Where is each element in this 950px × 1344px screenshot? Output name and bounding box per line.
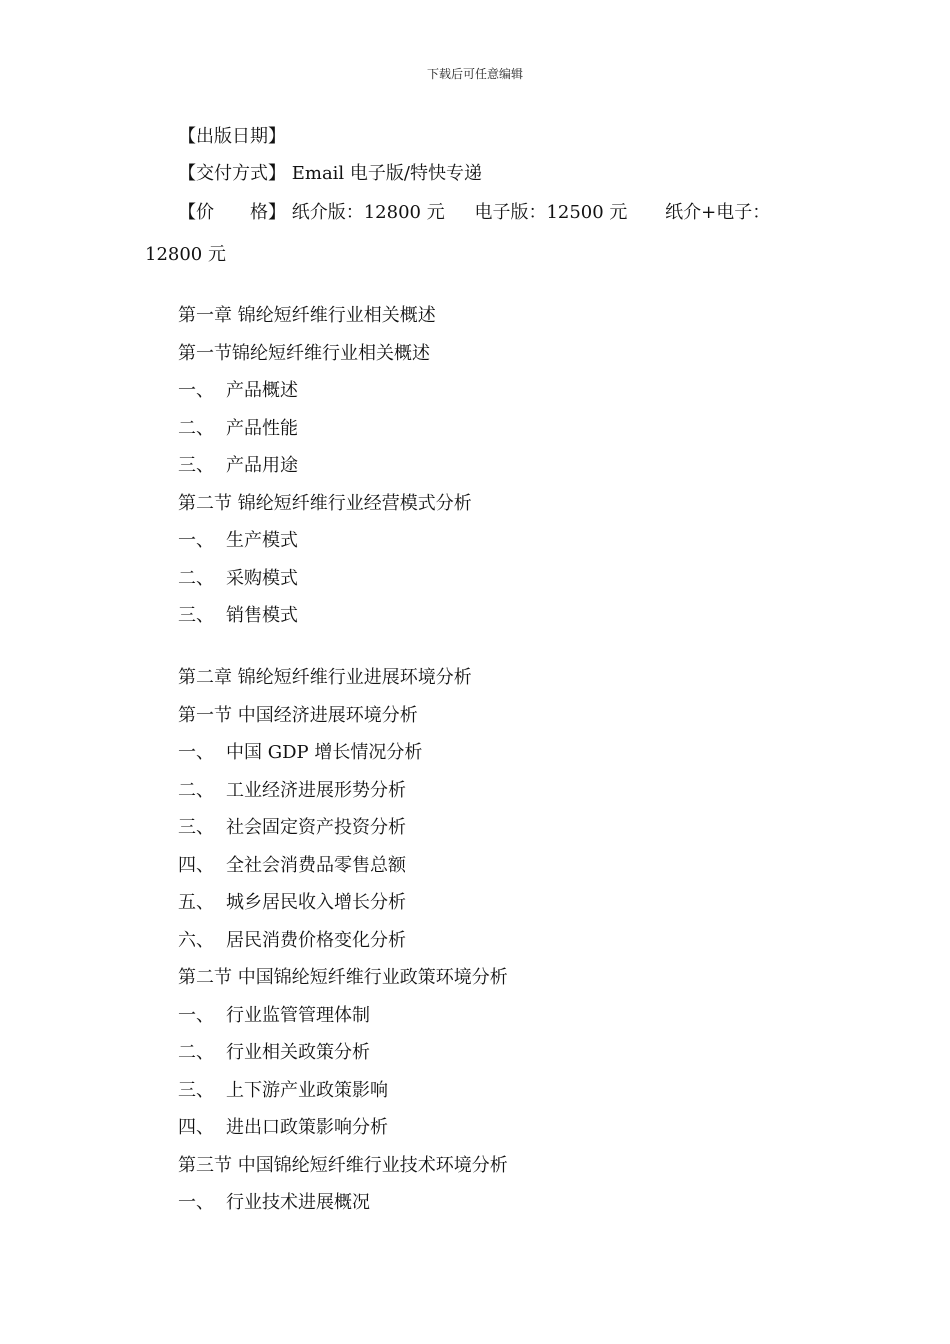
toc-item-number: 三、	[178, 817, 214, 838]
toc-item-text: 行业监管管理体制	[226, 1004, 370, 1026]
toc-line	[178, 1147, 508, 1185]
toc-heading: 第二章 锦纶短纤维行业进展环境分析	[178, 667, 472, 688]
toc-item-number: 五、	[178, 892, 214, 913]
toc-line	[178, 335, 472, 373]
toc-line	[178, 959, 508, 997]
toc-item-text: 居民消费价格变化分析	[226, 929, 406, 951]
toc-line	[178, 847, 508, 885]
toc-heading: 第三节 中国锦纶短纤维行业技术环境分析	[178, 1154, 508, 1176]
toc-item-text: 产品用途	[226, 455, 298, 476]
toc-line	[178, 597, 472, 635]
toc-line	[178, 772, 508, 810]
toc-line	[178, 560, 472, 598]
toc-item-number: 三、	[178, 1079, 214, 1101]
toc-item-text: 销售模式	[226, 605, 298, 626]
toc-line	[178, 485, 472, 523]
toc-chapter-2	[178, 659, 508, 1222]
toc-line	[178, 372, 472, 410]
toc-item-text: 进出口政策影响分析	[226, 1117, 388, 1138]
toc-heading: 第一节锦纶短纤维行业相关概述	[178, 342, 430, 364]
toc-heading: 第一节 中国经济进展环境分析	[178, 704, 418, 726]
toc-line	[178, 447, 472, 485]
toc-line	[178, 659, 508, 697]
toc-heading: 第二节 锦纶短纤维行业经营模式分析	[178, 492, 472, 514]
toc-item-number: 一、	[178, 742, 214, 763]
toc-item-number: 六、	[178, 929, 214, 951]
publication-meta	[145, 118, 825, 276]
toc-line	[178, 1184, 508, 1222]
toc-line	[178, 1034, 508, 1072]
toc-item-number: 二、	[178, 567, 214, 589]
toc-item-number: 二、	[178, 1042, 214, 1063]
price-paper: 纸介版：12800 元	[291, 202, 445, 223]
delivery-row	[145, 155, 825, 192]
toc-item-number: 三、	[178, 605, 214, 626]
toc-line	[178, 1072, 508, 1110]
toc-line	[178, 734, 508, 772]
toc-item-number: 四、	[178, 854, 214, 876]
toc-item-number: 二、	[178, 779, 214, 801]
toc-item-text: 生产模式	[226, 530, 298, 551]
toc-line	[178, 522, 472, 560]
toc-line	[178, 697, 508, 735]
toc-line	[178, 922, 508, 960]
toc-line	[178, 297, 472, 335]
toc-line	[178, 997, 508, 1035]
pub-date-label: 【出版日期】	[178, 126, 286, 147]
toc-item-text: 社会固定资产投资分析	[226, 817, 406, 838]
toc-item-text: 全社会消费品零售总额	[226, 854, 406, 876]
toc-line	[178, 1109, 508, 1147]
toc-item-number: 一、	[178, 1192, 214, 1213]
toc-heading: 第一章 锦纶短纤维行业相关概述	[178, 305, 436, 326]
page-header-note: 下载后可任意编辑	[426, 67, 523, 81]
toc-item-number: 一、	[178, 1004, 214, 1026]
toc-chapter-1	[178, 297, 472, 635]
toc-item-text: 上下游产业政策影响	[226, 1079, 388, 1101]
toc-item-text: 行业相关政策分析	[226, 1042, 370, 1063]
toc-item-text: 城乡居民收入增长分析	[226, 892, 406, 913]
toc-line	[178, 410, 472, 448]
toc-item-text: 中国 GDP 增长情况分析	[226, 742, 423, 763]
price-row	[145, 192, 825, 276]
toc-heading: 第二节 中国锦纶短纤维行业政策环境分析	[178, 967, 508, 988]
price-label: 【价 格】	[178, 202, 286, 223]
price-digital: 电子版：12500 元	[474, 202, 628, 223]
toc-line	[178, 884, 508, 922]
delivery-label: 【交付方式】	[178, 163, 286, 184]
toc-item-number: 二、	[178, 417, 214, 439]
toc-item-text: 产品性能	[226, 417, 298, 439]
toc-item-text: 产品概述	[226, 380, 298, 401]
toc-item-number: 四、	[178, 1117, 214, 1138]
toc-line	[178, 809, 508, 847]
toc-item-number: 一、	[178, 380, 214, 401]
delivery-value: Email 电子版/特快专递	[291, 163, 482, 184]
price-combo: 纸介+电子：12800 元	[145, 202, 771, 265]
toc-item-number: 三、	[178, 455, 214, 476]
toc-item-number: 一、	[178, 530, 214, 551]
toc-item-text: 采购模式	[226, 567, 298, 589]
toc-item-text: 工业经济进展形势分析	[226, 779, 406, 801]
pub-date-row	[145, 118, 825, 155]
toc-item-text: 行业技术进展概况	[226, 1192, 370, 1213]
